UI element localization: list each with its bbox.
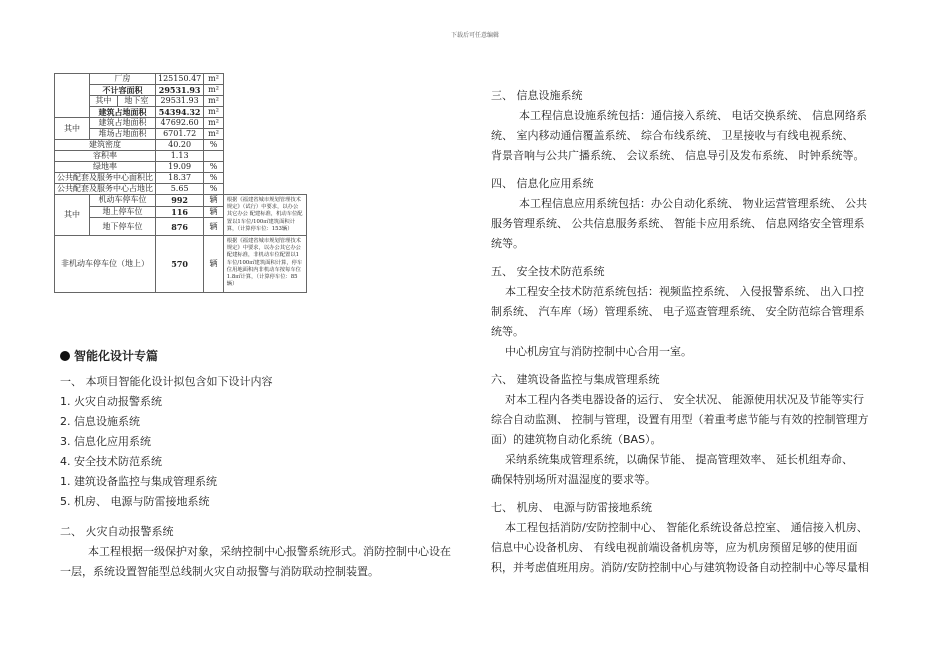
paragraph-line: 面）的建筑物自动化系统（BAS）。 — [491, 433, 662, 446]
table-row — [55, 107, 307, 118]
table-row — [55, 151, 307, 162]
list-item: 5. 机房、 电源与防雷接地系统 — [60, 495, 210, 508]
group-label: 其中 — [90, 96, 118, 107]
row-label: 非机动车停车位（地上） — [55, 236, 156, 293]
table-row — [55, 140, 307, 151]
row-value: 1.13 — [156, 151, 204, 162]
page-header: 下载后可任意编辑 — [450, 32, 499, 39]
row-value: 116 — [156, 206, 204, 218]
row-label: 建筑占地面积 — [90, 118, 156, 129]
row-unit: % — [204, 184, 224, 195]
paragraph-line: 本工程包括消防/安防控制中心、 智能化系统设备总控室、 通信接入机房、 — [505, 521, 868, 534]
row-value: 6701.72 — [156, 129, 204, 140]
row-unit: 辆 — [204, 218, 224, 236]
paragraph-line: 信息中心设备机房、 有线电视前端设备机房等，应为机房预留足够的使用面 — [491, 541, 858, 554]
row-value: 5.65 — [156, 184, 204, 195]
table-row — [55, 195, 307, 207]
row-value: 29531.93 — [156, 96, 204, 107]
row-value: 47692.60 — [156, 118, 204, 129]
section-heading: 二、 火灾自动报警系统 — [60, 525, 174, 538]
paragraph-line: 服务管理系统、 公共信息服务系统、 智能卡应用系统、 信息网络安全管理系 — [491, 217, 865, 230]
section-title — [60, 346, 420, 366]
row-label: 堆场占地面积 — [90, 129, 156, 140]
table-row — [55, 173, 307, 184]
section-heading: 七、 机房、 电源与防雷接地系统 — [491, 501, 652, 514]
row-label: 地下室 — [117, 96, 155, 107]
paragraph-line: 本工程安全技术防范系统包括：视频监控系统、 入侵报警系统、 出入口控 — [505, 285, 864, 298]
paragraph-line: 一层，系统设置智能型总线制火灾自动报警与消防联动控制装置。 — [60, 565, 379, 578]
paragraph-line: 积，并考虑值班用房。消防/安防控制中心与建筑物设备自动控制中心等尽量相 — [491, 561, 869, 574]
row-label: 厂房 — [90, 74, 156, 85]
list-item: 3. 信息化应用系统 — [60, 435, 151, 448]
row-unit: m² — [204, 129, 224, 140]
table-cell — [55, 74, 90, 118]
row-label: 公共配套及服务中心占地比 — [55, 184, 156, 195]
table-note: 根据《福建省城市规划管理技术规定》（试行）中要求，以办公其它办公 配建标准，机动车位配置以1车位/100㎡建筑面积计算，（计算停车位：153辆） — [223, 195, 306, 236]
row-unit: m² — [204, 74, 224, 85]
list-item: 4. 安全技术防范系统 — [60, 455, 162, 468]
row-unit — [204, 151, 224, 162]
paragraph-line: 背景音响与公共广播系统、 会议系统、 信息导引及发布系统、 时钟系统等。 — [491, 149, 865, 162]
row-label: 地上停车位 — [90, 206, 156, 218]
row-label: 公共配套及服务中心面积比 — [55, 173, 156, 184]
list-item: 2. 信息设施系统 — [60, 415, 140, 428]
row-value: 19.09 — [156, 162, 204, 173]
row-label: 绿地率 — [55, 162, 156, 173]
row-label: 地下停车位 — [90, 218, 156, 236]
data-table — [54, 73, 307, 293]
paragraph-line: 综合自动监测、 控制与管理，设置有用型（着重考虑节能与有效的控制管理方 — [491, 413, 869, 426]
row-label: 机动车停车位 — [90, 195, 156, 207]
group-label: 其中 — [55, 118, 90, 140]
row-value: 40.20 — [156, 140, 204, 151]
row-unit: m² — [204, 85, 224, 96]
bullet-icon — [60, 351, 70, 361]
paragraph-line: 统等。 — [491, 237, 524, 250]
row-value: 18.37 — [156, 173, 204, 184]
section-title-text: 智能化设计专篇 — [74, 349, 159, 363]
row-unit: m² — [204, 96, 224, 107]
row-value: 992 — [156, 195, 204, 207]
row-value: 570 — [156, 236, 204, 293]
paragraph-line: 统等。 — [491, 325, 524, 338]
paragraph-line: 对本工程内各类电器设备的运行、 安全状况、 能源使用状况及节能等实行 — [505, 393, 864, 406]
section-heading: 三、 信息设施系统 — [491, 89, 583, 102]
row-label: 不计容面积 — [90, 85, 156, 96]
section-heading: 一、 本项目智能化设计拟包含如下设计内容 — [60, 375, 273, 388]
row-unit: 辆 — [204, 195, 224, 207]
paragraph-line: 统、 室内移动通信覆盖系统、 综合布线系统、 卫星接收与有线电视系统、 — [491, 129, 854, 142]
paragraph-line: 本工程信息设施系统包括：通信接入系统、 电话交换系统、 信息网络系 — [519, 109, 867, 122]
table-row — [55, 118, 307, 129]
section-heading: 六、 建筑设备监控与集成管理系统 — [491, 373, 660, 386]
group-label: 其中 — [55, 195, 90, 236]
row-unit: m² — [204, 107, 224, 118]
row-label: 容积率 — [55, 151, 156, 162]
row-label: 建筑密度 — [55, 140, 156, 151]
row-unit: 辆 — [204, 206, 224, 218]
left-column — [60, 346, 451, 582]
row-value: 54394.32 — [156, 107, 204, 118]
section-heading: 四、 信息化应用系统 — [491, 177, 594, 190]
table-row — [55, 162, 307, 173]
row-unit: m² — [204, 118, 224, 129]
row-unit: % — [204, 173, 224, 184]
row-unit: 辆 — [204, 236, 224, 293]
paragraph-line: 采纳系统集成管理系统，以确保节能、 提高管理效率、 延长机组寿命、 — [505, 453, 853, 466]
table-row — [55, 184, 307, 195]
row-unit: % — [204, 162, 224, 173]
paragraph-line: 中心机房宜与消防控制中心合用一室。 — [505, 345, 692, 358]
row-value: 876 — [156, 218, 204, 236]
table-row — [55, 236, 307, 293]
table-row — [55, 74, 307, 85]
row-value: 125150.47 — [156, 74, 204, 85]
paragraph-line: 确保特别场所对温湿度的要求等。 — [491, 473, 656, 486]
row-value: 29531.93 — [156, 85, 204, 96]
row-label: 建筑占地面积 — [90, 107, 156, 118]
paragraph-line: 本工程根据一级保护对象，采纳控制中心报警系统形式。消防控制中心设在 — [88, 545, 451, 558]
table-note: 根据《福建省城市规划管理技术规定》中要求，以办公其它办公 配建标准，非机动车位配置以1车位/100㎡建筑面积计算，停车位用地面积内非机动车按每车位1.8㎡计算，（计算停车位：85辆） — [223, 236, 306, 293]
right-column — [491, 86, 901, 578]
table-row — [55, 85, 307, 96]
list-item: 1. 建筑设备监控与集成管理系统 — [60, 475, 217, 488]
row-unit: % — [204, 140, 224, 151]
table-row — [55, 129, 307, 140]
section-heading: 五、 安全技术防范系统 — [491, 265, 605, 278]
paragraph-line: 制系统、 汽车库（场）管理系统、 电子巡查管理系统、 安全防范综合管理系 — [491, 305, 865, 318]
list-item: 1. 火灾自动报警系统 — [60, 395, 162, 408]
paragraph-line: 本工程信息应用系统包括：办公自动化系统、 物业运营管理系统、 公共 — [519, 197, 867, 210]
table-row — [55, 96, 307, 107]
